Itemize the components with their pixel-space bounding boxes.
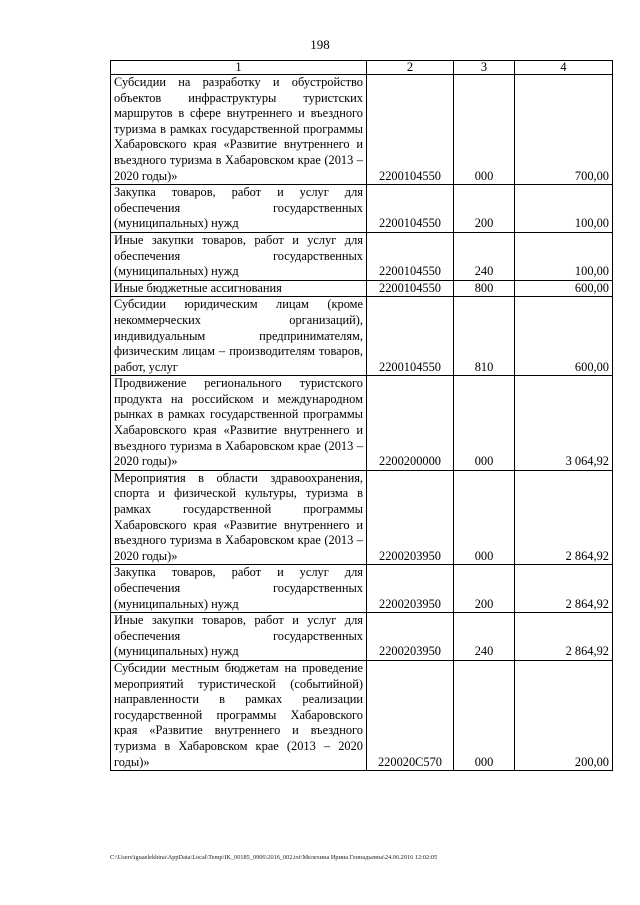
table-row <box>111 613 613 661</box>
row-code: 2200104550 <box>367 280 454 297</box>
row-amount: 2 864,92 <box>515 565 613 613</box>
row-type: 200 <box>454 185 515 233</box>
row-amount: 3 064,92 <box>515 376 613 471</box>
row-code: 2200104550 <box>367 297 454 376</box>
row-amount: 100,00 <box>515 232 613 280</box>
table-row <box>111 75 613 185</box>
row-amount: 200,00 <box>515 660 613 770</box>
header-row <box>111 61 613 75</box>
header-col-3: 3 <box>454 61 515 75</box>
row-code: 2200104550 <box>367 75 454 185</box>
row-code: 220020С570 <box>367 660 454 770</box>
row-name: Субсидии на разработку и обустройство объектов инфраструктуры туристских маршрутов в сфере внутреннего и въездного туризма в рамках государственной программы Хабаровского края «Развитие внутреннего и въездного туризма в Хабаровском крае (2013 – 2020 годы)» <box>111 75 367 185</box>
row-amount: 100,00 <box>515 185 613 233</box>
row-type: 000 <box>454 75 515 185</box>
table-row <box>111 232 613 280</box>
row-name: Иные закупки товаров, работ и услуг для обеспечения государственных (муниципальных) нужд <box>111 232 367 280</box>
row-code: 2200203950 <box>367 470 454 565</box>
table-row <box>111 565 613 613</box>
table-row <box>111 297 613 376</box>
row-name: Субсидии юридическим лицам (кроме некоммерческих организаций), индивидуальным предпринимателям, физическим лицам – производителям товаров, работ, услуг <box>111 297 367 376</box>
header-col-1: 1 <box>111 61 367 75</box>
table-row <box>111 280 613 297</box>
row-name: Субсидии местным бюджетам на проведение мероприятий туристической (событийной) направленности в рамках реализации государственной программы Хабаровского края «Развитие внутреннего и въездного туризма в Хабаровском крае (2013 – 2020 годы)» <box>111 660 367 770</box>
row-name: Закупка товаров, работ и услуг для обеспечения государственных (муниципальных) нужд <box>111 565 367 613</box>
page-number: 198 <box>310 37 330 52</box>
row-name: Закупка товаров, работ и услуг для обеспечения государственных (муниципальных) нужд <box>111 185 367 233</box>
header-col-2: 2 <box>367 61 454 75</box>
file-path-footer: C:\Users\iguaelekhina\AppData\Local\Temp\IK_00185_0906\2016_002.txt\Мелехина Ирина Геннадьевна\24.06.2016 12:02:05 <box>110 854 438 861</box>
header-col-4: 4 <box>515 61 613 75</box>
row-type: 810 <box>454 297 515 376</box>
row-name: Продвижение регионального туристского продукта на российском и международном рынках в рамках государственной программы Хабаровского края «Развитие внутреннего и въездного туризма в Хабаровском крае (2013 – 2020 годы)» <box>111 376 367 471</box>
table-row <box>111 185 613 233</box>
row-code: 2200203950 <box>367 565 454 613</box>
row-amount: 700,00 <box>515 75 613 185</box>
row-name: Иные закупки товаров, работ и услуг для обеспечения государственных (муниципальных) нужд <box>111 613 367 661</box>
row-type: 240 <box>454 232 515 280</box>
table-row <box>111 660 613 770</box>
row-name: Мероприятия в области здравоохранения, спорта и физической культуры, туризма в рамках государственной программы Хабаровского края «Развитие внутреннего и въездного туризма в Хабаровском крае (2013 – 2020 годы)» <box>111 470 367 565</box>
row-type: 200 <box>454 565 515 613</box>
row-type: 000 <box>454 470 515 565</box>
row-code: 2200200000 <box>367 376 454 471</box>
row-amount: 2 864,92 <box>515 470 613 565</box>
row-code: 2200104550 <box>367 232 454 280</box>
row-amount: 2 864,92 <box>515 613 613 661</box>
row-code: 2200203950 <box>367 613 454 661</box>
table-row <box>111 376 613 471</box>
row-amount: 600,00 <box>515 297 613 376</box>
row-type: 000 <box>454 376 515 471</box>
row-type: 800 <box>454 280 515 297</box>
row-code: 2200104550 <box>367 185 454 233</box>
row-name: Иные бюджетные ассигнования <box>111 280 367 297</box>
row-type: 240 <box>454 613 515 661</box>
table-row <box>111 470 613 565</box>
row-amount: 600,00 <box>515 280 613 297</box>
budget-table <box>110 60 613 771</box>
row-type: 000 <box>454 660 515 770</box>
